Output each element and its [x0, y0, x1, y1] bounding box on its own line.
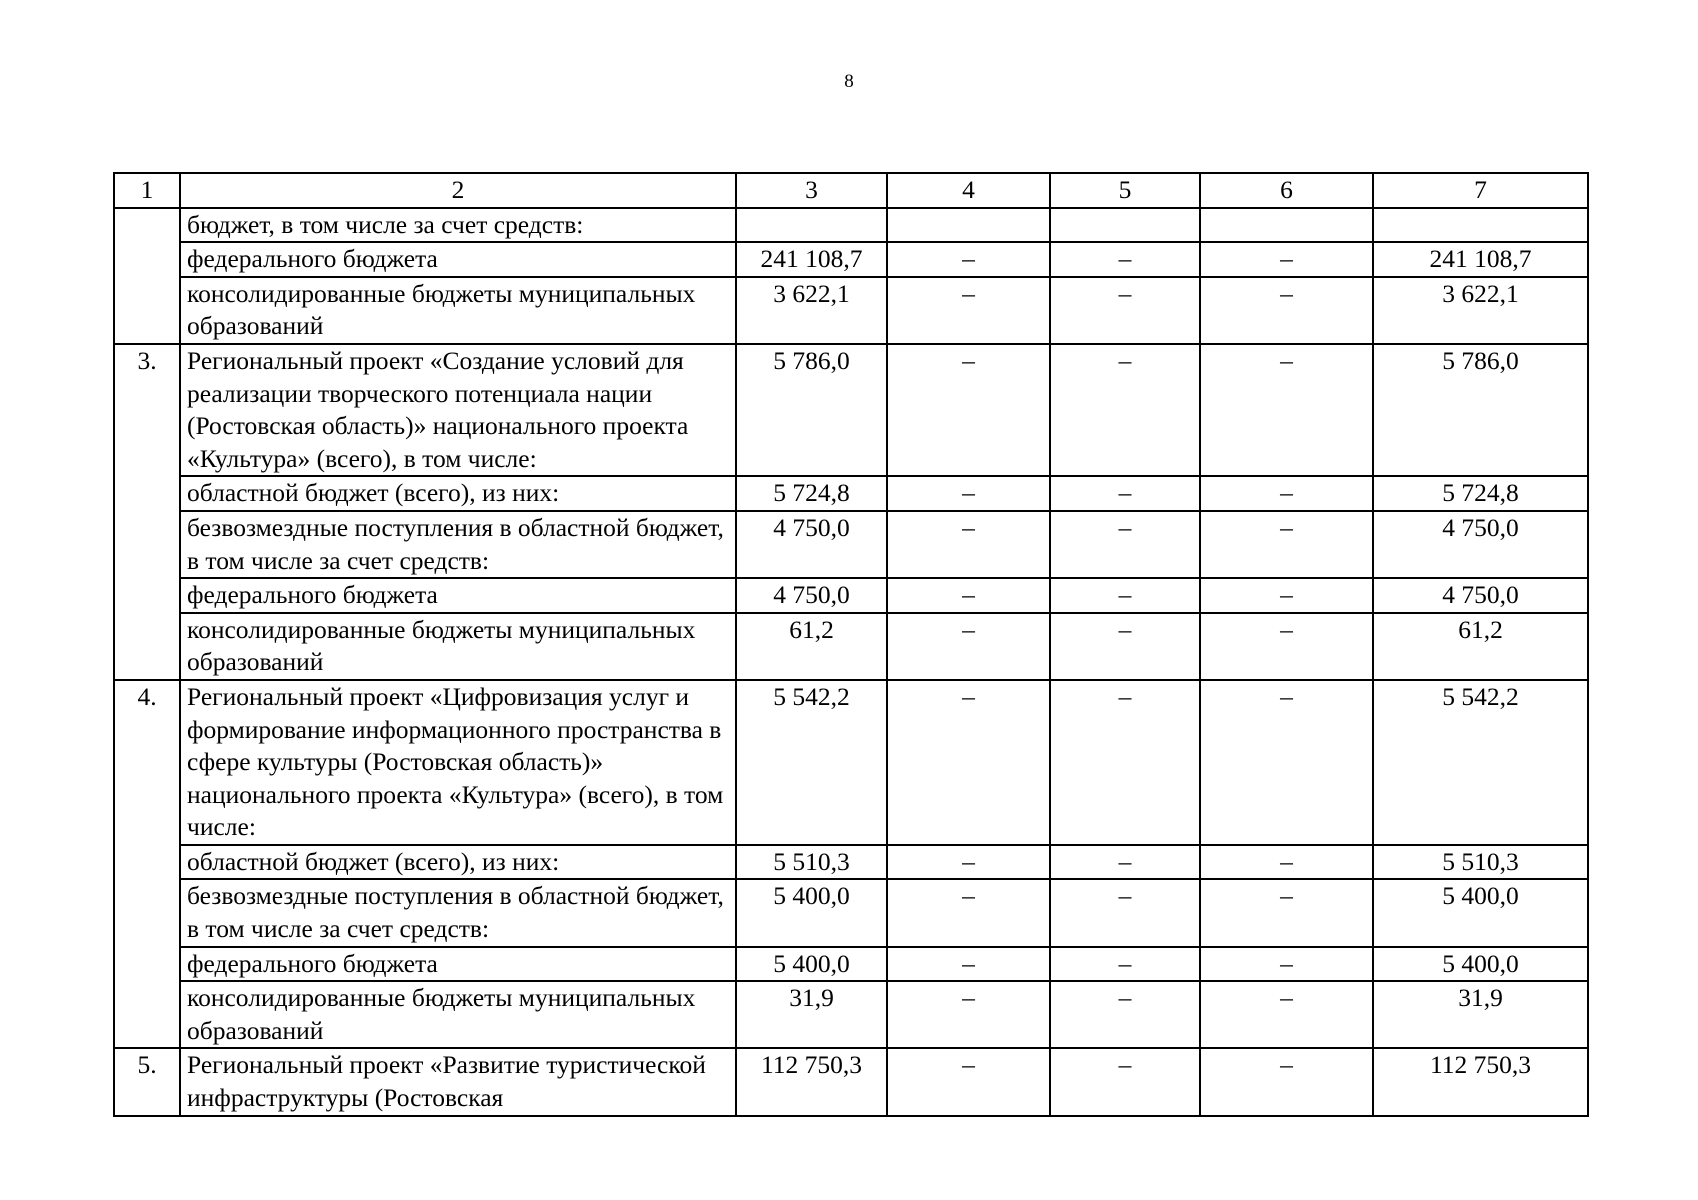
table-row [114, 845, 1588, 880]
value-col4: – [887, 344, 1050, 476]
value-col4: – [887, 277, 1050, 344]
table-row [114, 879, 1588, 946]
value-col5: – [1050, 1048, 1200, 1115]
value-col3: 5 724,8 [736, 476, 887, 511]
table-row [114, 242, 1588, 277]
table-row [114, 511, 1588, 578]
value-col3: 112 750,3 [736, 1048, 887, 1115]
value-col6: – [1200, 1048, 1373, 1115]
table-row [114, 981, 1588, 1048]
value-col3: 31,9 [736, 981, 887, 1048]
row-description: консолидированные бюджеты муниципальных образований [180, 277, 736, 344]
value-col3: 61,2 [736, 613, 887, 680]
table-row [114, 947, 1588, 982]
value-col3: 5 400,0 [736, 879, 887, 946]
value-col3: 3 622,1 [736, 277, 887, 344]
row-description: безвозмездные поступления в областной бюджет, в том числе за счет средств: [180, 511, 736, 578]
value-col5: – [1050, 511, 1200, 578]
value-col4: – [887, 613, 1050, 680]
value-col6: – [1200, 680, 1373, 845]
value-col5: – [1050, 845, 1200, 880]
table-row [114, 344, 1588, 476]
value-col6: – [1200, 578, 1373, 613]
header-cell: 1 [114, 173, 180, 208]
value-col6: – [1200, 511, 1373, 578]
value-col7: 5 510,3 [1373, 845, 1588, 880]
page-number: 8 [844, 71, 854, 92]
table-row [114, 1048, 1588, 1115]
row-description: Региональный проект «Цифровизация услуг и формирование информационного пространства в сфере культуры (Ростовская область)» национального проекта «Культура» (всего), в том числе: [180, 680, 736, 845]
value-col7: 112 750,3 [1373, 1048, 1588, 1115]
table-row [114, 208, 1588, 243]
value-col3: 5 542,2 [736, 680, 887, 845]
table-row [114, 613, 1588, 680]
value-col5: – [1050, 242, 1200, 277]
value-col6: – [1200, 344, 1373, 476]
value-col6: – [1200, 613, 1373, 680]
row-number-cell: 3. [114, 344, 180, 680]
value-col5: – [1050, 277, 1200, 344]
value-col4: – [887, 947, 1050, 982]
row-description: консолидированные бюджеты муниципальных образований [180, 981, 736, 1048]
row-description: безвозмездные поступления в областной бюджет, в том числе за счет средств: [180, 879, 736, 946]
value-col3: 4 750,0 [736, 511, 887, 578]
value-col7: 61,2 [1373, 613, 1588, 680]
header-cell: 4 [887, 173, 1050, 208]
row-description: Региональный проект «Развитие туристической инфраструктуры (Ростовская [180, 1048, 736, 1115]
value-col7: 5 542,2 [1373, 680, 1588, 845]
budget-table [113, 172, 1589, 1117]
value-col3 [736, 208, 887, 243]
value-col7: 4 750,0 [1373, 511, 1588, 578]
value-col6: – [1200, 476, 1373, 511]
row-number-cell: 4. [114, 680, 180, 1049]
value-col5 [1050, 208, 1200, 243]
table-header-row [114, 173, 1588, 208]
value-col4: – [887, 680, 1050, 845]
value-col7 [1373, 208, 1588, 243]
value-col7: 4 750,0 [1373, 578, 1588, 613]
value-col5: – [1050, 344, 1200, 476]
value-col7: 5 400,0 [1373, 947, 1588, 982]
value-col5: – [1050, 879, 1200, 946]
value-col5: – [1050, 613, 1200, 680]
value-col7: 241 108,7 [1373, 242, 1588, 277]
table-row [114, 277, 1588, 344]
value-col4 [887, 208, 1050, 243]
value-col6: – [1200, 947, 1373, 982]
value-col4: – [887, 511, 1050, 578]
value-col5: – [1050, 981, 1200, 1048]
header-cell: 3 [736, 173, 887, 208]
value-col5: – [1050, 476, 1200, 511]
value-col6: – [1200, 879, 1373, 946]
value-col3: 5 400,0 [736, 947, 887, 982]
value-col7: 31,9 [1373, 981, 1588, 1048]
value-col3: 5 510,3 [736, 845, 887, 880]
row-description: бюджет, в том числе за счет средств: [180, 208, 736, 243]
value-col3: 241 108,7 [736, 242, 887, 277]
value-col4: – [887, 879, 1050, 946]
value-col4: – [887, 476, 1050, 511]
row-description: федерального бюджета [180, 578, 736, 613]
value-col6: – [1200, 242, 1373, 277]
value-col6 [1200, 208, 1373, 243]
value-col4: – [887, 1048, 1050, 1115]
value-col7: 5 724,8 [1373, 476, 1588, 511]
value-col5: – [1050, 680, 1200, 845]
row-number-cell [114, 208, 180, 344]
row-description: федерального бюджета [180, 242, 736, 277]
value-col6: – [1200, 845, 1373, 880]
header-cell: 5 [1050, 173, 1200, 208]
row-description: Региональный проект «Создание условий для реализации творческого потенциала нации (Ростовская область)» национального проекта «Культура» (всего), в том числе: [180, 344, 736, 476]
table-row [114, 578, 1588, 613]
header-cell: 6 [1200, 173, 1373, 208]
value-col6: – [1200, 981, 1373, 1048]
table-row [114, 680, 1588, 845]
value-col4: – [887, 845, 1050, 880]
value-col6: – [1200, 277, 1373, 344]
row-description: областной бюджет (всего), из них: [180, 845, 736, 880]
value-col5: – [1050, 578, 1200, 613]
value-col7: 5 786,0 [1373, 344, 1588, 476]
row-number-cell: 5. [114, 1048, 180, 1115]
row-description: областной бюджет (всего), из них: [180, 476, 736, 511]
value-col7: 3 622,1 [1373, 277, 1588, 344]
value-col4: – [887, 981, 1050, 1048]
row-description: консолидированные бюджеты муниципальных образований [180, 613, 736, 680]
value-col3: 5 786,0 [736, 344, 887, 476]
value-col4: – [887, 242, 1050, 277]
table-row [114, 476, 1588, 511]
row-description: федерального бюджета [180, 947, 736, 982]
value-col3: 4 750,0 [736, 578, 887, 613]
value-col7: 5 400,0 [1373, 879, 1588, 946]
header-cell: 2 [180, 173, 736, 208]
value-col5: – [1050, 947, 1200, 982]
header-cell: 7 [1373, 173, 1588, 208]
value-col4: – [887, 578, 1050, 613]
